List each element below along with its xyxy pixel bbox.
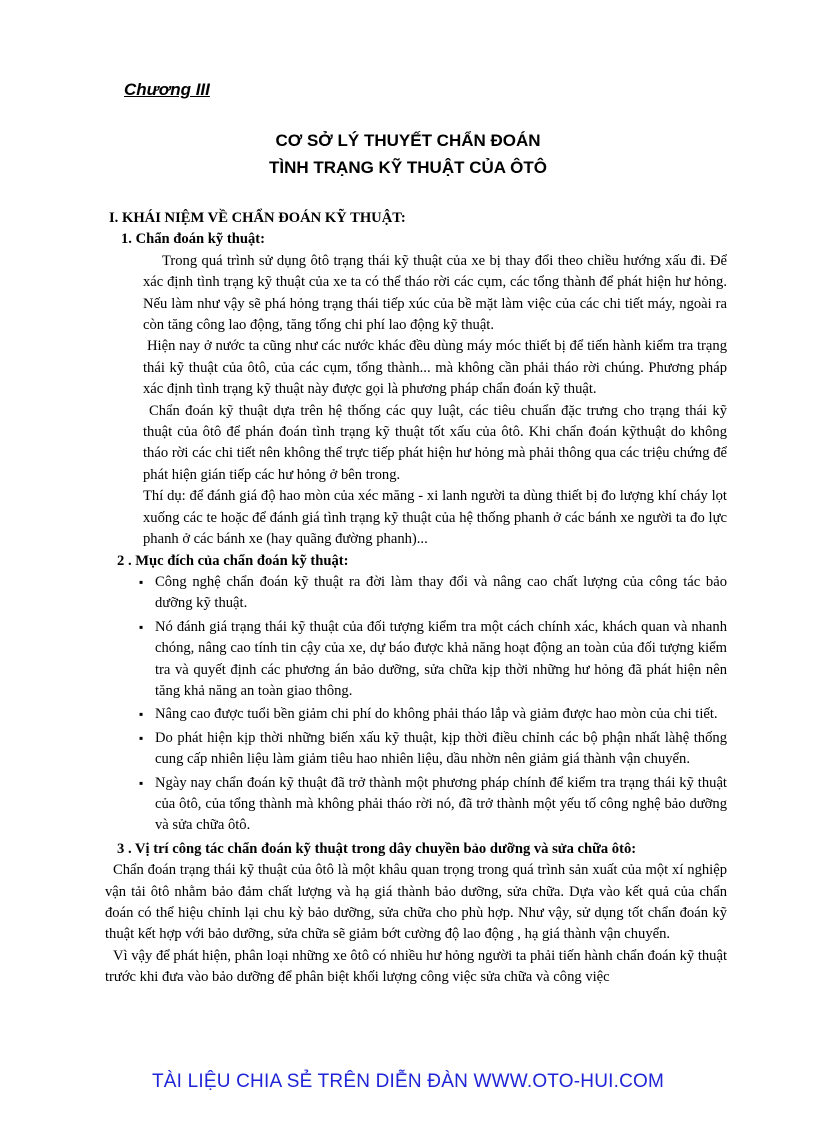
paragraph: Hiện nay ở nước ta cũng như các nước khác đều dùng máy móc thiết bị để tiến hành kiểm tra trạng thái kỹ thuật của ôtô, của các cụm, tổng thành... mà không cần phải tháo rời chúng. Phương pháp xác định tình trạng kỹ thuật này được gọi là phương pháp chẩn đoán kỹ thuật. [143, 338, 727, 398]
paragraph: Vì vậy để phát hiện, phân loại những xe ôtô có nhiều hư hỏng người ta phải tiến hành chẩn đoán kỹ thuật trước khi đưa vào bảo dưỡng để phân biệt khối lượng công việc sửa chữa và công việc [105, 947, 727, 986]
chapter-label: Chương III [124, 80, 210, 99]
footer-banner: TÀI LIỆU CHIA SẺ TRÊN DIỄN ĐÀN WWW.OTO-HUI.COM [151, 1071, 665, 1092]
subsection-heading-1: 1. Chẩn đoán kỹ thuật: [121, 231, 265, 248]
document-body [105, 208, 727, 989]
list-item: ▪ Công nghệ chẩn đoán kỹ thuật ra đời làm thay đổi và nâng cao chất lượng của công tác bảo dưỡng kỹ thuật. [155, 572, 727, 615]
page-title-line-2: TÌNH TRẠNG KỸ THUẬT CỦA ÔTÔ [269, 158, 547, 177]
paragraph: Thí dụ: để đánh giá độ hao mòn của xéc măng - xi lanh người ta dùng thiết bị đo lượng khí cháy lọt xuống các te hoặc để đánh giá tình trạng kỹ thuật của hệ thống phanh ở các bánh xe người ta đo lực phanh ở các bánh xe (hay quãng đường phanh)... [143, 488, 727, 548]
subsection-heading-3: 3 . Vị trí công tác chẩn đoán kỹ thuật trong dây chuyền bảo dưỡng và sửa chữa ôtô: [117, 840, 637, 857]
page-title-line-1: CƠ SỞ LÝ THUYẾT CHẨN ĐOÁN [275, 131, 541, 150]
list-item: ▪ Nâng cao được tuổi bền giảm chi phí do không phải tháo lắp và giảm được hao mòn của chi tiết. [155, 704, 727, 725]
paragraph: Trong quá trình sử dụng ôtô trạng thái kỹ thuật của xe bị thay đổi theo chiều hướng xấu đi. Để xác định tình trạng kỹ thuật của xe ta có thể tháo rời các cụm, các tổng thành để phát hiện hư hỏng. Nếu làm như vậy sẽ phá hỏng trạng thái tiếp xúc của bề mặt làm việc của các chi tiết máy, ngoài ra còn tăng công lao động, tăng tổng chi phí lao động kỹ thuật. [143, 252, 727, 334]
subsection-1-body [105, 251, 727, 551]
section-heading: I. KHÁI NIỆM VỀ CHẨN ĐOÁN KỸ THUẬT: [109, 210, 406, 226]
list-item: ▪ Nó đánh giá trạng thái kỹ thuật của đối tượng kiểm tra một cách chính xác, khách quan và nhanh chóng, nâng cao tính tin cậy của xe, dự báo được khả năng hoạt động an toàn của đối tượng kiểm tra và quyết định các phương án bảo dưỡng, sửa chữa kịp thời những hư hỏng đã phát hiện nên tăng khả năng an toàn giao thông. [155, 617, 727, 703]
list-item: ▪ Do phát hiện kịp thời những biến xấu kỹ thuật, kịp thời điều chỉnh các bộ phận nhất làhệ thống cung cấp nhiên liệu làm giảm tiêu hao nhiên liệu, dầu nhờn nên giảm giá thành vận chuyển. [155, 728, 727, 771]
subsection-heading-2: 2 . Mục đích của chẩn đoán kỹ thuật: [117, 552, 349, 569]
paragraph: Chẩn đoán trạng thái kỹ thuật của ôtô là một khâu quan trọng trong quá trình sản xuất của một xí nghiệp vận tải ôtô nhằm bảo đảm chất lượng và hạ giá thành bảo dưỡng, sửa chữa. Dựa vào kết quả của chẩn đoán có thể hiệu chỉnh lại chu kỳ bảo dưỡng, sửa chữa cho phù hợp. Như vậy, sử dụng tốt chẩn đoán kỹ thuật kết hợp với bảo dưỡng, sửa chữa sẽ giảm bớt cường độ lao động , hạ giá thành vận chuyển. [105, 862, 727, 943]
list-item: ▪ Ngày nay chẩn đoán kỹ thuật đã trở thành một phương pháp chính để kiểm tra trạng thái kỹ thuật của ôtô, của tổng thành mà không phải tháo rời nó, đã trở thành một yếu tố công nghệ bảo dưỡng và sửa chữa ôtô. [155, 773, 727, 837]
bullet-list [105, 572, 727, 837]
paragraph: Chẩn đoán kỹ thuật dựa trên hệ thống các quy luật, các tiêu chuẩn đặc trưng cho trạng thái kỹ thuật của ôtô để phán đoán tình trạng kỹ thuật tốt xấu của ôtô. Khi chẩn đoán kỹthuật do không tháo rời các chi tiết nên không thể trực tiếp phát hiện hư hỏng mà phải thông qua các triệu chứng để phát hiện gián tiếp các hư hỏng ở bên trong. [143, 402, 727, 483]
